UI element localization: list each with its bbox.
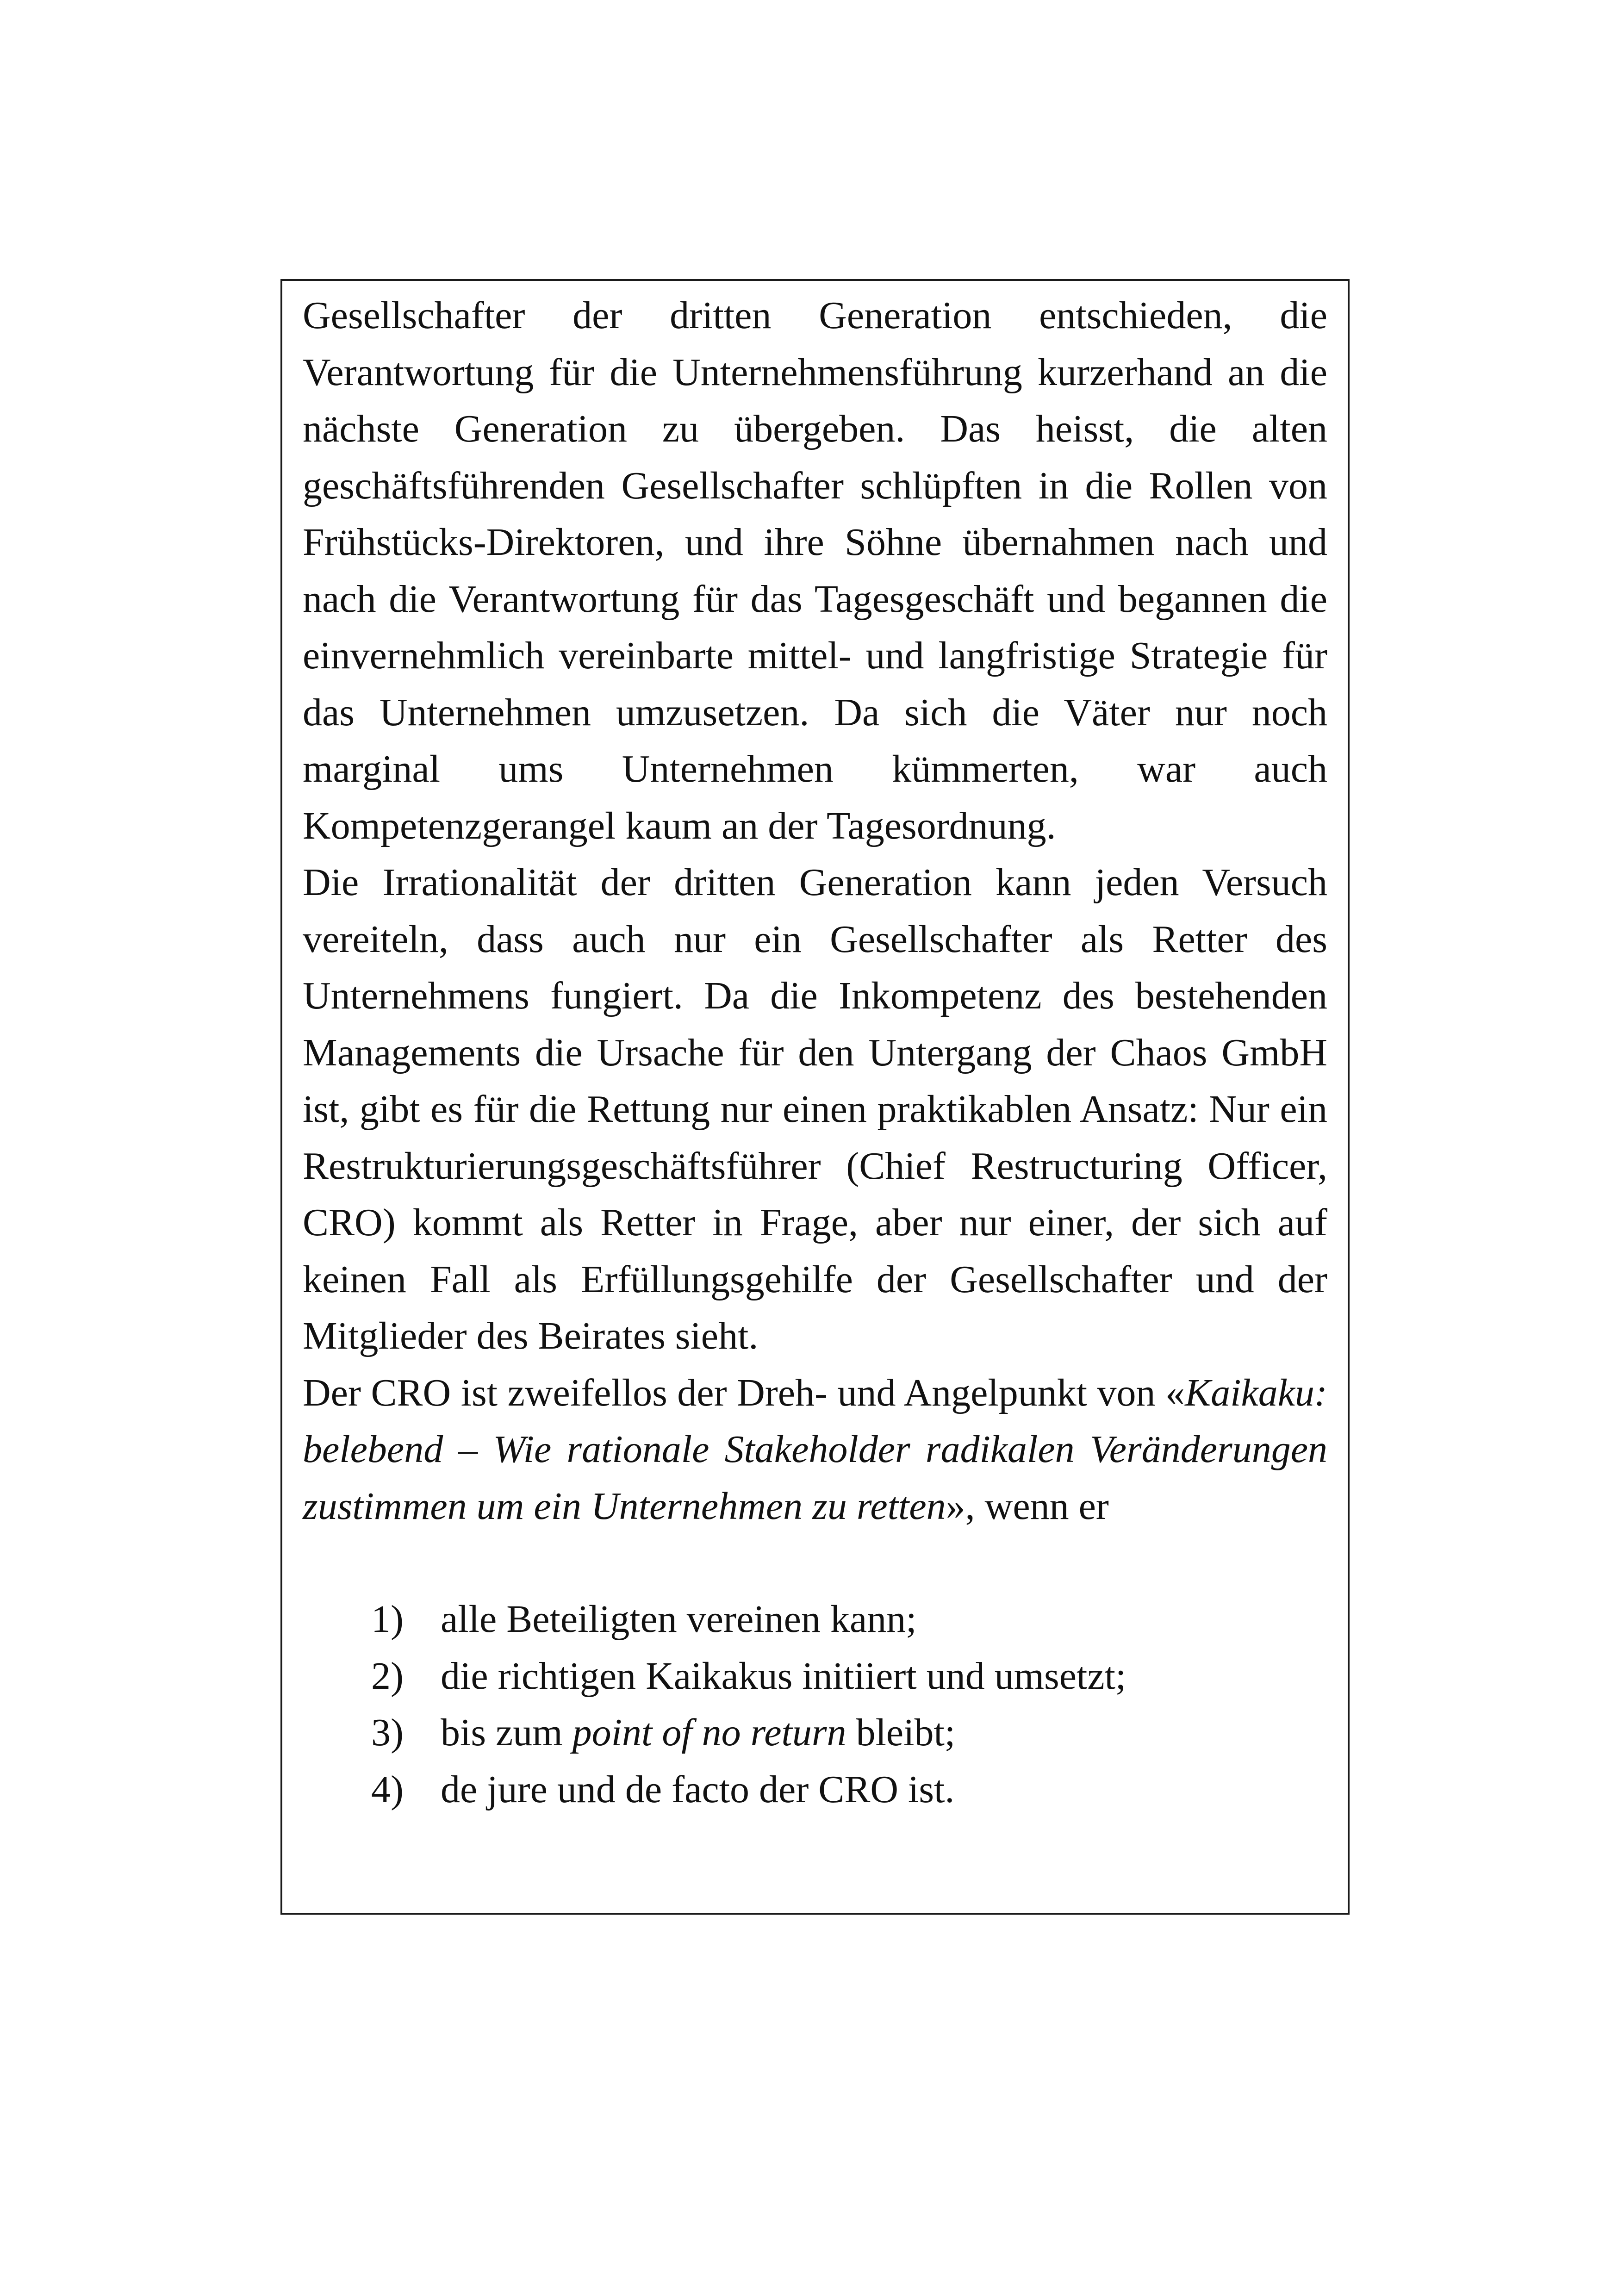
paragraph-3-intro: Der CRO ist zweifellos der Dreh- und Angelpunkt von « <box>303 1371 1185 1414</box>
paragraph-3 <box>303 1365 1327 1535</box>
spacer <box>303 1535 1327 1591</box>
list-text: die richtigen Kaikakus initiiert und umsetzt; <box>441 1654 1126 1698</box>
list-text-pre: bis zum <box>441 1711 573 1754</box>
list-text: de jure und de facto der CRO ist. <box>441 1767 955 1811</box>
list-item <box>303 1648 1327 1705</box>
paragraph-2: Die Irrationalität der dritten Generation kann jeden Versuch vereiteln, dass auch nur ein Gesellschafter als Retter des Unternehmens fungiert. Da die Inkompetenz des bestehenden Managements die Ursache für den Untergang der Chaos GmbH ist, gibt es für die Rettung nur einen praktikablen Ansatz: Nur ein Restrukturierungsgeschäftsführer (Chief Restructuring Officer, CRO) kommt als Retter in Frage, aber nur einer, der sich auf keinen Fall als Erfüllungsgehilfe der Gesellschafter und der Mitglieder des Beirates sieht. <box>303 861 1327 1357</box>
paragraph-3-outro: », wenn er <box>946 1484 1109 1528</box>
book-title: Kaikaku: belebend – Wie rationale Stakeholder radikalen Veränderungen zustimmen um ein Unternehmen zu retten <box>303 1371 1327 1528</box>
list-text-italic: point of no return <box>572 1711 846 1754</box>
list-number: 2) <box>371 1654 404 1698</box>
paragraph-1: Gesellschafter der dritten Generation entschieden, die Verantwortung für die Unternehmensführung kurzerhand an die nächste Generation zu übergeben. Das heisst, die alten geschäftsführenden Gesellschafter schlüpften in die Rollen von Frühstücks-Direktoren, und ihre Söhne übernahmen nach und nach die Verantwortung für das Tagesgeschäft und begannen die einvernehmlich vereinbarte mittel- und langfristige Strategie für das Unternehmen umzusetzen. Da sich die Väter nur noch marginal ums Unternehmen kümmerten, war auch Kompetenzgerangel kaum an der Tagesordnung. <box>303 294 1327 847</box>
numbered-list <box>303 1591 1327 1818</box>
list-text <box>441 1705 955 1761</box>
list-text-post: bleibt; <box>846 1711 956 1754</box>
list-item <box>303 1591 1327 1648</box>
list-text: alle Beteiligten vereinen kann; <box>441 1598 917 1641</box>
list-number: 4) <box>371 1767 404 1811</box>
list-number: 3) <box>371 1711 404 1754</box>
list-number: 1) <box>371 1598 404 1641</box>
list-item <box>303 1705 1327 1761</box>
list-item <box>303 1761 1327 1818</box>
text-frame <box>280 279 1350 1915</box>
